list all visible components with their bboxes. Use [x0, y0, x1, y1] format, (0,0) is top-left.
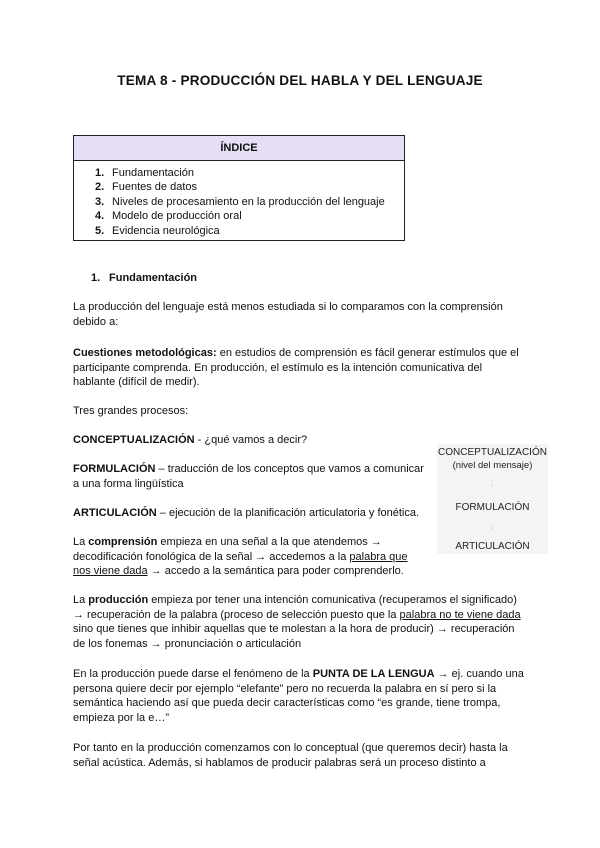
comprehension-paragraph	[73, 535, 418, 579]
methodological-text: en estudios de comprensión es fácil generar estímulos que el participante comprenda. En producción, el estímulo es la intención comunicativa del hablante (difícil de medir).	[73, 347, 519, 389]
production-term: producción	[88, 594, 149, 606]
production-paragraph	[73, 593, 528, 652]
index-header: ÍNDICE	[74, 136, 404, 161]
formulation-text: – traducción de los conceptos que vamos a comunicar a una forma lingüística	[73, 463, 424, 490]
comprehension-text: empieza en una señal a la que atendemos → decodificación fonológica de la señal → accedemos a la	[73, 536, 382, 563]
methodological-paragraph	[73, 346, 525, 390]
index-item	[95, 166, 404, 180]
comprehension-text: → accedo a la semántica para poder comprenderlo.	[147, 565, 404, 578]
diagram-step-articulation: ARTICULACIÓN	[455, 541, 530, 552]
formulation-term: FORMULACIÓN	[73, 463, 156, 475]
conceptualization-line	[73, 433, 423, 448]
page-title: TEMA 8 - PRODUCCIÓN DEL HABLA Y DEL LENGUAJE	[117, 73, 483, 88]
index-item-label: Fuentes de datos	[112, 181, 198, 194]
processes-intro: Tres grandes procesos:	[73, 405, 189, 417]
index-item-label: Modelo de producción oral	[112, 210, 242, 223]
index-item-label: Evidencia neurológica	[112, 224, 220, 237]
intro-paragraph: La producción del lenguaje está menos estudiada si lo comparamos con la comprensión debido a:	[73, 301, 503, 328]
diagram-step-conceptualization-sub: (nivel del mensaje)	[452, 460, 533, 471]
production-underlined: palabra no te viene dada	[399, 608, 521, 621]
arrow-down-icon: ↓	[489, 518, 495, 532]
index-item-number: 2.	[95, 181, 105, 194]
index-item-number: 3.	[95, 195, 105, 208]
section-heading	[91, 272, 197, 284]
index-item-label: Niveles de procesamiento en la producción del lenguaje	[112, 195, 385, 208]
index-item-number: 5.	[95, 224, 105, 237]
index-item-number: 4.	[95, 210, 105, 223]
production-text: empieza por tener una intención comunicativa (recuperamos el significado) → recuperación de la palabra (proceso de selección puesto que la	[73, 594, 517, 621]
index-item	[95, 209, 404, 223]
section-number: 1.	[91, 272, 101, 284]
articulation-text: – ejecución de la planificación articulatoria y fonética.	[156, 507, 420, 519]
index-list	[74, 161, 404, 238]
production-stages-diagram	[437, 444, 548, 554]
conceptualization-term: CONCEPTUALIZACIÓN	[73, 434, 195, 446]
tip-of-tongue-term: PUNTA DE LA LENGUA	[312, 668, 435, 680]
index-item	[95, 224, 404, 238]
index-item-label: Fundamentación	[112, 167, 194, 179]
methodological-term: Cuestiones metodológicas:	[73, 347, 217, 359]
index-box	[73, 135, 405, 241]
diagram-step-conceptualization: CONCEPTUALIZACIÓN	[438, 447, 547, 458]
production-text: La	[73, 594, 89, 606]
articulation-term: ARTICULACIÓN	[73, 507, 157, 519]
comprehension-term: comprensión	[88, 536, 158, 548]
comprehension-text: La	[73, 536, 89, 548]
conclusion-paragraph: Por tanto en la producción comenzamos con lo conceptual (que queremos decir) hasta la señal acústica. Además, si hablamos de producir palabras será un proceso distinto a	[73, 742, 508, 769]
tip-of-tongue-text: En la producción puede darse el fenómeno de la	[73, 668, 313, 680]
index-item	[95, 180, 404, 194]
conceptualization-text: - ¿qué vamos a decir?	[194, 434, 308, 446]
comprehension-underlined: palabra que nos viene dada	[73, 550, 408, 578]
tip-of-tongue-paragraph	[73, 667, 528, 726]
index-item-number: 1.	[95, 167, 105, 179]
section-title: Fundamentación	[109, 272, 198, 284]
index-item	[95, 195, 404, 209]
arrow-down-icon: ↓	[489, 475, 495, 489]
production-text: sino que tienes que inhibir aquellas que te molestan a la hora de producir) → recuperación de los fonemas → pronunciación o articulación	[73, 623, 515, 651]
tip-of-tongue-text: → ej. cuando una persona quiere decir por ejemplo “elefante” pero no recuerda la palabra en sí pero si la semántica haciendo así que pueda decir características como “es grande, tiene trompa, empieza por la e…”	[73, 668, 524, 725]
formulation-paragraph	[73, 462, 433, 491]
articulation-line	[73, 506, 433, 521]
diagram-step-formulation: FORMULACIÓN	[455, 502, 530, 513]
